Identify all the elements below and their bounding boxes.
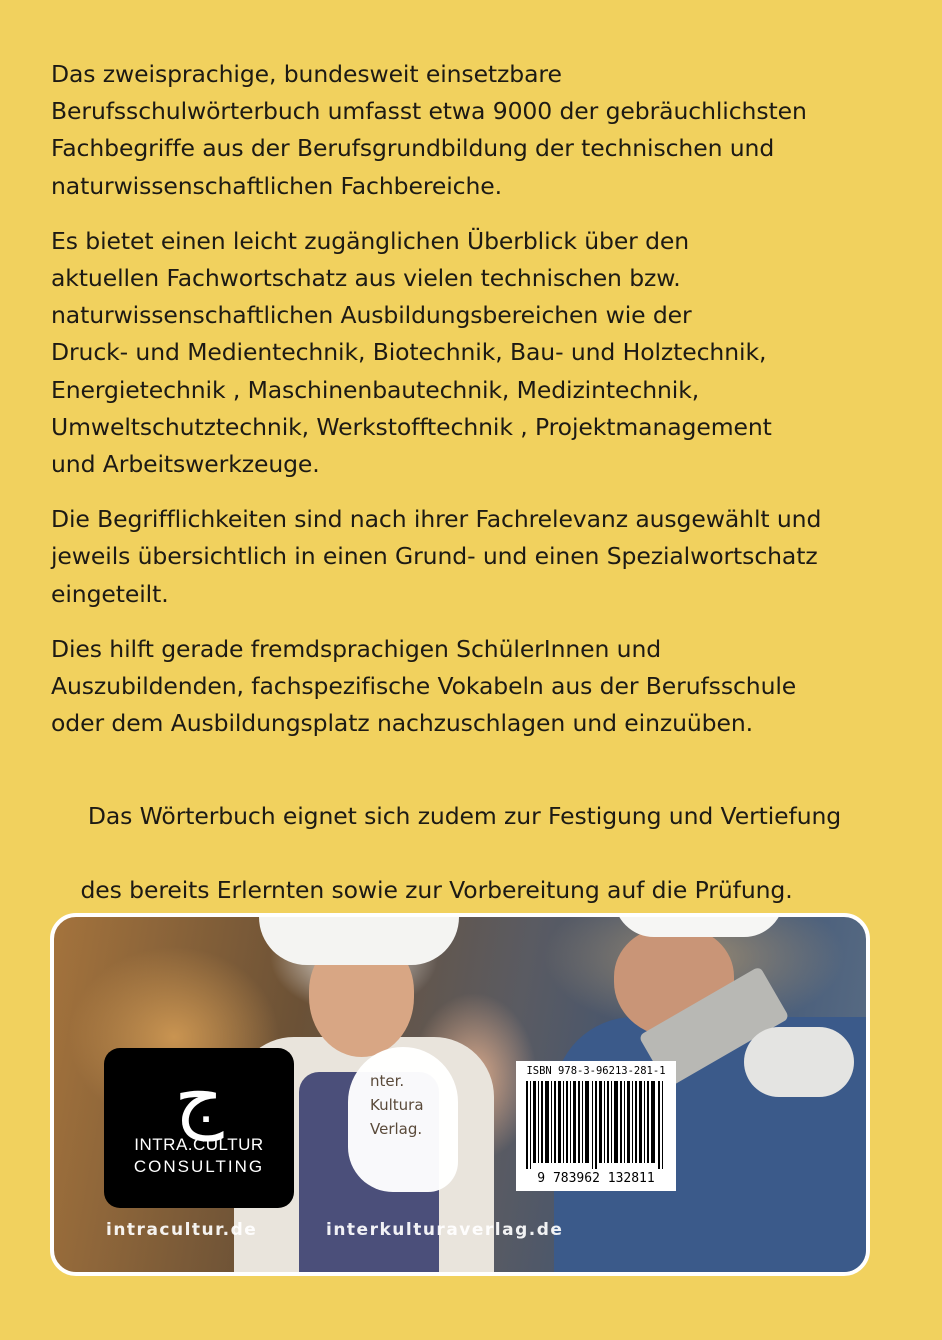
text-line: jeweils übersichtlich in einen Grund- und einen Spezialwortschatz <box>51 542 818 571</box>
text-line: eingeteilt. <box>51 579 169 608</box>
intracultur-line2: CONSULTING <box>133 1157 265 1176</box>
photo-glove-shape <box>744 1027 854 1097</box>
text-line: Berufsschulwörterbuch umfasst etwa 9000 der gebräuchlichsten <box>51 97 807 126</box>
blurb-text <box>51 56 891 964</box>
text-line: Energietechnik , Maschinenbautechnik, Medizintechnik, <box>51 375 700 404</box>
interkultura-logo-text <box>370 1069 424 1141</box>
isbn-barcode <box>516 1061 676 1191</box>
text-line: Dies hilft gerade fremdsprachigen SchülerInnen und <box>51 634 662 663</box>
intracultur-logo <box>104 1048 294 1208</box>
workshop-photo-panel <box>50 913 870 1276</box>
paragraph-4 <box>51 631 891 743</box>
isbn-digits: 9 783962 132811 <box>537 1171 655 1186</box>
text-line: des bereits Erlernten sowie zur Vorbereitung auf die Prüfung. <box>80 876 793 905</box>
text-line: und Arbeitswerkzeuge. <box>51 450 320 479</box>
paragraph-1 <box>51 56 891 205</box>
interkultura-url[interactable]: interkulturaverlag.de <box>326 1220 564 1240</box>
isbn-label: ISBN 978-3-96213-281-1 <box>526 1065 666 1077</box>
interkultura-logo <box>342 1047 472 1197</box>
text-line: Druck- und Medientechnik, Biotechnik, Bau- und Holztechnik, <box>51 338 767 367</box>
intracultur-url[interactable]: intracultur.de <box>106 1220 258 1240</box>
text-line: Auszubildenden, fachspezifische Vokabeln aus der Berufsschule <box>51 672 797 701</box>
text-line: Das Wörterbuch eignet sich zudem zur Festigung und Vertiefung <box>80 801 842 830</box>
text-line: aktuellen Fachwortschatz aus vielen technischen bzw. <box>51 264 681 293</box>
text-line: Das zweisprachige, bundesweit einsetzbare <box>51 60 562 88</box>
interkultura-line3: Verlag. <box>370 1120 423 1138</box>
text-line: oder dem Ausbildungsplatz nachzuschlagen und einzuüben. <box>51 709 754 738</box>
photo-hardhat2-shape <box>614 913 784 937</box>
interkultura-line1: nter. <box>370 1072 405 1090</box>
text-line: naturwissenschaftlichen Fachbereiche. <box>51 171 503 200</box>
text-line: Die Begrifflichkeiten sind nach ihrer Fachrelevanz ausgewählt und <box>51 505 822 534</box>
paragraph-3 <box>51 501 891 613</box>
barcode-bars-icon <box>526 1081 666 1169</box>
intracultur-line1: INTRA.CULTUR <box>134 1135 264 1154</box>
paragraph-2 <box>51 223 891 483</box>
text-line: Es bietet einen leicht zugänglichen Überblick über den <box>51 226 690 255</box>
text-line: Fachbegriffe aus der Berufsgrundbildung der technischen und <box>51 134 775 163</box>
intracultur-glyph: ج <box>174 1052 224 1141</box>
text-line: naturwissenschaftlichen Ausbildungsbereichen wie der <box>51 301 692 330</box>
photo-hardhat-shape <box>259 917 459 965</box>
interkultura-line2: Kultura <box>370 1096 424 1114</box>
intracultur-logo-text <box>104 1134 294 1178</box>
text-line: Umweltschutztechnik, Werkstofftechnik , Projektmanagement <box>51 412 772 441</box>
